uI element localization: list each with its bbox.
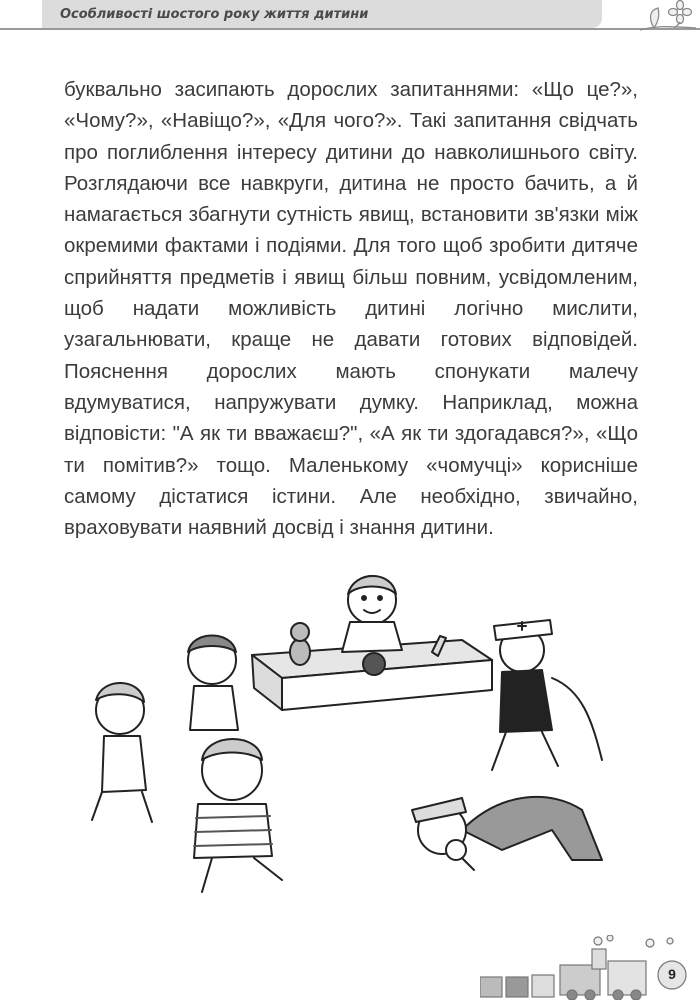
running-header (42, 0, 602, 28)
children-playing-illustration (82, 560, 622, 900)
header-title: Особливості шостого року життя дитини (60, 6, 369, 22)
header-divider (0, 28, 700, 30)
flower-icon (636, 0, 698, 36)
page-number: 9 (668, 966, 676, 982)
body-paragraph: буквально засипають дорослих запитаннями: «Що це?», «Чому?», «Навіщо?», «Для чого?». Такі запитання свідчать про поглиблення інтересу дитини до навколишнього світу. Розглядаючи все навкруги, дитина не просто бачить, а й намагається збагнути сутність явищ, встановити зв'язки між окремими фактами і подіями. Для того щоб зробити дитяче сприйняття предметів і явищ більш повним, усвідомленим, щоб надати можливість дитині логічно мислити, узагальнювати, краще не давати готових відповідей. Пояснення дорослих мають спонукати малечу вдумуватися, напружувати думку. Наприклад, можна відповісти: "А як ти вважаєш?", «А як ти здогадався?», «Що ти помітив?» тощо. Маленькому «чомучці» корисніше самому дістатися істини. Але необхідно, звичайно, враховувати наявний досвід і знання дитини. (64, 78, 638, 540)
